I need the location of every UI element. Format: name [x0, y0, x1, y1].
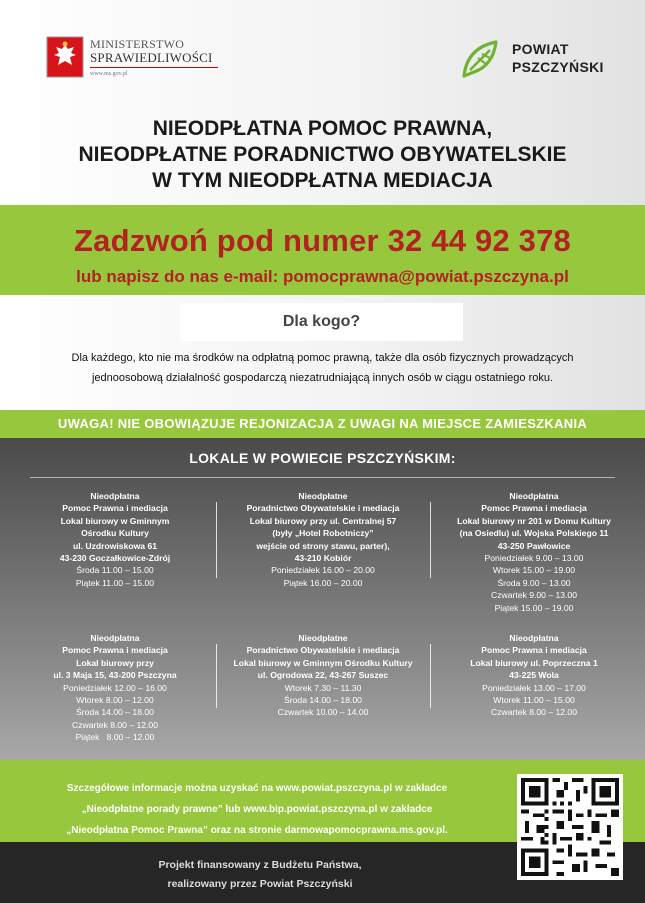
office-line: Nieodpłatne — [298, 491, 348, 501]
office-line: Lokal biurowy w Gminnym — [60, 515, 170, 526]
office-hours: Wtorek 8.00 – 12.00 — [76, 695, 154, 706]
office-kobior — [222, 490, 424, 589]
office-hours: Czwartek 10.00 – 14.00 — [277, 707, 369, 718]
office-hours: Piątek 16.00 – 20.00 — [283, 577, 363, 588]
office-line: Nieodpłatna — [90, 633, 140, 643]
header — [0, 0, 645, 205]
office-line: ul. Ogrodowa 22, 43-267 Suszec — [257, 670, 389, 681]
divider — [430, 502, 431, 578]
office-hours: Piątek 15.00 – 19.00 — [494, 602, 574, 613]
for-whom-title: Dla kogo? — [282, 313, 361, 330]
info-line[interactable]: „Nieodpłatne porady prawne” lub www.bip.powiat.pszczyna.pl w zakładce — [81, 804, 433, 815]
office-hours: Czwartek 8.00 – 12.00 — [72, 719, 158, 730]
ministry-line1: MINISTERSTWO — [90, 37, 185, 51]
office-hours: Wtorek 7.30 – 11.30 — [284, 682, 362, 693]
locations-section — [0, 438, 645, 760]
locations-heading: LOKALE W POWIECIE PSZCZYŃSKIM: — [189, 450, 456, 466]
office-hours: Środa 14.00 – 18.00 — [284, 695, 362, 706]
title-line: NIEODPŁATNE PORADNICTWO OBYWATELSKIE — [78, 143, 567, 166]
office-line: Pomoc Prawna i mediacja — [62, 645, 168, 656]
divider — [216, 644, 217, 708]
powiat-name — [512, 40, 604, 76]
powiat-logo[interactable] — [460, 34, 620, 84]
office-hours: Wtorek 11.00 – 15.00 — [493, 695, 575, 706]
divider — [430, 644, 431, 708]
phone-line[interactable]: Zadzwoń pod numer 32 44 92 378 — [74, 223, 571, 258]
office-hours: Wtorek 15.00 – 19.00 — [492, 565, 576, 576]
office-line: 43-250 Pawłowice — [497, 540, 571, 551]
office-line: Pomoc Prawna i mediacja — [481, 645, 587, 656]
office-hours: Środa 11.00 – 15.00 — [76, 565, 154, 576]
office-line: Nieodpłatna — [90, 491, 140, 501]
info-line[interactable]: „Nieodpłatna Pomoc Prawna” oraz na stronie darmowapomocprawna.ms.gov.pl. — [66, 825, 448, 836]
office-wola — [436, 632, 632, 719]
office-line: (na Osiedlu) ul. Wojska Polskiego 11 — [459, 528, 609, 539]
description-line: jednoosobową działalność gospodarczą niezatrudniającą innych osób w ciągu ostatniego roku. — [91, 372, 554, 384]
office-line: Nieodpłatne — [298, 633, 348, 643]
polish-eagle-icon — [46, 36, 84, 78]
office-hours: Poniedziałek 16.00 – 20.00 — [271, 565, 375, 576]
office-line: wejście od strony stawu, parter), — [256, 540, 390, 551]
office-line: Pomoc Prawna i mediacja — [481, 503, 587, 514]
office-pszczyna — [20, 632, 210, 744]
office-line: Ośrodku Kultury — [81, 528, 149, 539]
info-text — [14, 778, 500, 841]
office-hours: Czwartek 8.00 – 12.00 — [491, 707, 577, 718]
office-line: Poradnictwo Obywatelskie i mediacja — [246, 645, 400, 656]
qr-code[interactable] — [517, 774, 623, 880]
office-hours: Środa 9.00 – 13.00 — [497, 577, 571, 588]
footer-line: Projekt finansowany z Budżetu Państwa, — [158, 859, 362, 871]
ministry-logo[interactable] — [46, 36, 236, 82]
powiat-leaf-icon — [460, 36, 506, 82]
office-line: Nieodpłatna — [509, 491, 559, 501]
email-line[interactable]: lub napisz do nas e-mail: pomocprawna@powiat.pszczyna.pl — [76, 267, 569, 286]
info-line[interactable]: Szczegółowe informacje można uzyskać na www.powiat.pszczyna.pl w zakładce — [66, 783, 448, 794]
ministry-red-line — [90, 67, 218, 68]
office-hours: Piątek 11.00 – 15.00 — [75, 577, 155, 588]
office-hours: Czwartek 9.00 – 13.00 — [491, 590, 577, 601]
qr-code-icon — [521, 778, 619, 876]
office-line: Pomoc Prawna i mediacja — [62, 503, 168, 514]
ministry-name — [90, 38, 213, 64]
ministry-line2: SPRAWIEDLIWOŚCI — [90, 50, 213, 65]
office-pawlowice — [436, 490, 632, 614]
ministry-url: www.ms.gov.pl — [90, 71, 128, 77]
office-hours: Środa 14.00 – 18.00 — [76, 707, 154, 718]
office-suszec — [222, 632, 424, 719]
office-line: 43-225 Wola — [509, 670, 559, 681]
for-whom-description — [30, 348, 615, 388]
office-line: Lokal biurowy przy — [76, 657, 154, 668]
office-line: 43-230 Goczałkowice-Zdrój — [59, 553, 171, 564]
for-whom-box — [180, 303, 463, 341]
title-line: W TYM NIEODPŁATNA MEDIACJA — [152, 169, 493, 192]
office-line: Poradnictwo Obywatelskie i mediacja — [246, 503, 400, 514]
title-line: NIEODPŁATNA POMOC PRAWNA, — [152, 117, 493, 140]
office-line: ul. Uzdrowiskowa 61 — [72, 540, 158, 551]
office-hours: Poniedziałek 13.00 – 17.00 — [482, 682, 586, 693]
office-line: Lokal biurowy ul. Poprzeczna 1 — [470, 657, 598, 668]
office-hours: Piątek 8.00 – 12.00 — [75, 732, 155, 743]
divider — [216, 502, 217, 578]
office-hours: Poniedziałek 9.00 – 13.00 — [484, 553, 584, 564]
page-title — [0, 116, 645, 194]
office-line: 43-210 Kobiór — [294, 553, 352, 564]
divider — [30, 477, 615, 478]
notice-banner: UWAGA! NIE OBOWIĄZUJE REJONIZACJA Z UWAGI NA MIEJSCE ZAMIESZKANIA — [0, 410, 645, 438]
office-line: ul. 3 Maja 15, 43-200 Pszczyna — [53, 670, 177, 681]
description-line: Dla każdego, kto nie ma środków na odpłatną pomoc prawną, także dla osób fizycznych prowadzących — [71, 352, 574, 364]
footer-line: realizowany przez Powiat Pszczyński — [167, 878, 353, 890]
office-line: Lokal biurowy nr 201 w Domu Kultury — [457, 515, 611, 526]
office-goczalkowice — [20, 490, 210, 589]
office-line: Lokal biurowy przy ul. Centralnej 57 — [249, 515, 397, 526]
office-hours: Poniedziałek 12.00 – 16.00 — [63, 682, 167, 693]
funding-note — [110, 856, 410, 894]
office-line: (były „Hotel Robotniczy” — [272, 528, 374, 539]
powiat-line2: PSZCZYŃSKI — [512, 59, 604, 75]
contact-band — [0, 205, 645, 295]
powiat-line1: POWIAT — [512, 41, 569, 57]
office-line: Nieodpłatna — [509, 633, 559, 643]
office-line: Lokal biurowy w Gminnym Ośrodku Kultury — [233, 657, 413, 668]
